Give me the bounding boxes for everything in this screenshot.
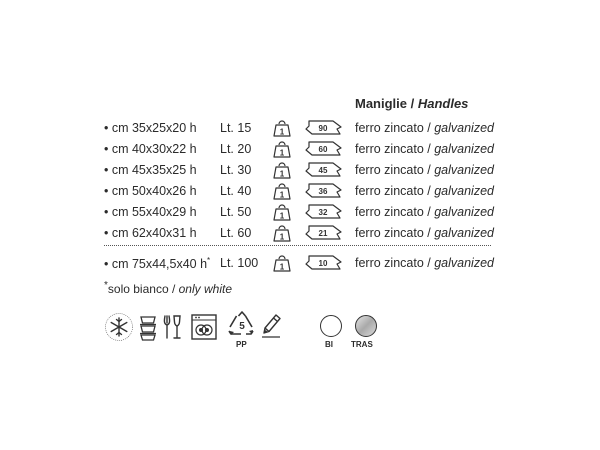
pallet-quantity: 32 [318,208,328,217]
handle-material [355,142,494,156]
material-it: ferro zincato / [355,121,435,135]
dimensions-footnote-mark: * [207,256,211,265]
material-it: ferro zincato / [355,184,435,198]
pallet-quantity: 90 [318,124,328,133]
handle-material [355,256,494,270]
material-en: galvanized [434,142,494,156]
material-it: ferro zincato / [355,205,435,219]
table-row [0,181,600,201]
weight-icon [272,118,292,138]
dimensions-text: • cm 50x40x26 h [104,184,197,198]
volume: Lt. 15 [220,121,252,135]
dimensions-text: • cm 62x40x31 h [104,226,197,240]
dimensions [104,184,197,198]
pallet-quantity: 21 [318,229,328,238]
recycle-icon [226,310,258,340]
dimensions [104,205,197,219]
material-it: ferro zincato / [355,163,435,177]
weight-icon [272,139,292,159]
material-en: galvanized [434,121,494,135]
material-en: galvanized [434,256,494,270]
pallet-quantity-icon [303,224,345,242]
dimensions-text: • cm 45x35x25 h [104,163,197,177]
material-en: galvanized [434,226,494,240]
weight-icon [272,223,292,243]
pallet-quantity: 60 [318,145,328,154]
color-swatch-white [319,314,343,338]
table-row [0,202,600,222]
handle-material [355,121,494,135]
volume: Lt. 30 [220,163,252,177]
swatch-white-label: BI [325,340,333,349]
freezer-safe-icon [104,312,134,342]
color-swatch-transparent [354,314,378,338]
dimensions-text: • cm 75x44,5x40 h [104,257,208,272]
pallet-quantity-icon [303,140,345,158]
table-row [0,223,600,243]
weight-value: 1 [279,169,285,179]
volume: Lt. 50 [220,205,252,219]
dimensions [104,142,197,156]
footnote: *solo bianco / only white [104,280,232,296]
material-en: galvanized [434,163,494,177]
weight-icon [272,160,292,180]
recycle-label: PP [236,340,247,349]
dimensions-text: • cm 40x30x22 h [104,142,197,156]
pallet-quantity-icon [303,161,345,179]
weight-value: 1 [279,232,285,242]
dimensions [104,121,197,135]
pallet-quantity: 36 [318,187,328,196]
pallet-quantity: 10 [318,259,328,268]
table-row [0,160,600,180]
weight-value: 1 [279,262,285,272]
weight-icon [272,181,292,201]
weight-icon [272,253,292,273]
material-it: ferro zincato / [355,142,435,156]
pencil-icon [258,312,284,340]
pallet-quantity-icon [303,254,345,272]
weight-icon [272,202,292,222]
pallet-quantity-icon [303,203,345,221]
handles-header: Maniglie / Handles [355,96,469,111]
dimensions [104,256,210,271]
handle-material [355,226,494,240]
material-it: ferro zincato / [355,226,435,240]
weight-value: 1 [279,127,285,137]
weight-value: 1 [279,211,285,221]
handle-material [355,184,494,198]
volume: Lt. 20 [220,142,252,156]
pallet-quantity-icon [303,182,345,200]
volume: Lt. 100 [220,256,259,270]
volume: Lt. 60 [220,226,252,240]
handle-material [355,205,494,219]
material-en: galvanized [434,205,494,219]
dotted-divider [104,245,491,246]
weight-value: 1 [279,148,285,158]
volume: Lt. 40 [220,184,252,198]
pallet-quantity: 45 [318,166,328,175]
food-safe-icon [161,313,183,341]
dimensions [104,226,197,240]
dimensions-text: • cm 55x40x29 h [104,205,197,219]
dimensions-text: • cm 35x25x20 h [104,121,197,135]
recycle-number: 5 [239,321,245,332]
weight-value: 1 [279,190,285,200]
handle-material [355,163,494,177]
material-en: galvanized [434,184,494,198]
table-row [0,139,600,159]
swatch-transparent-label: TRAS [351,340,373,349]
material-it: ferro zincato / [355,256,435,270]
table-row [0,118,600,138]
dishwasher-safe-icon [190,313,218,341]
dimensions [104,163,197,177]
stackable-containers-icon [138,312,158,342]
pallet-quantity-icon [303,119,345,137]
table-row [0,253,600,273]
